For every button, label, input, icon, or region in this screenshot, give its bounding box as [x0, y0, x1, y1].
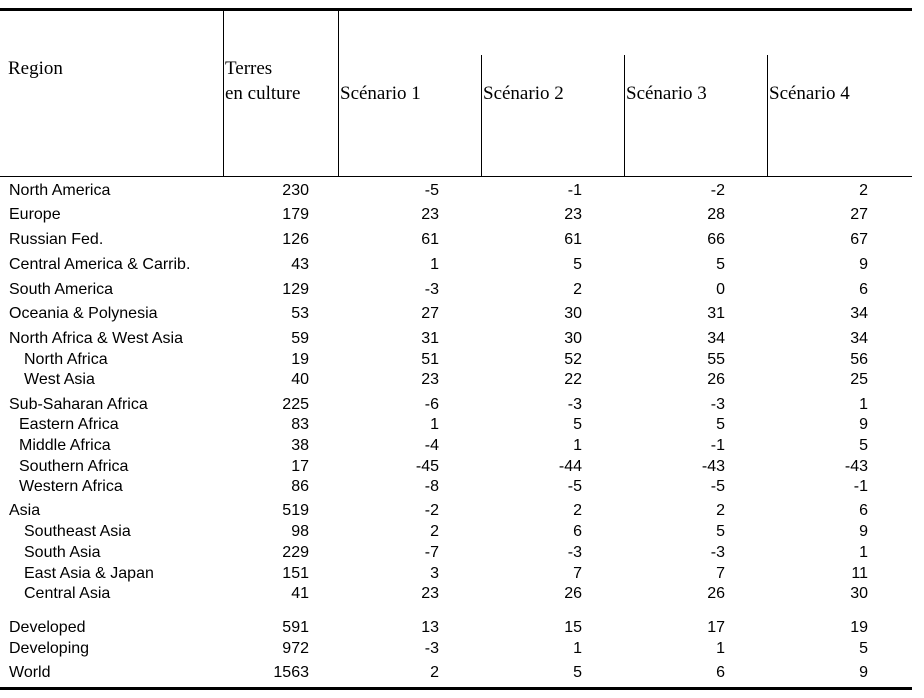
region-cell: Developed	[9, 619, 86, 636]
header-terres-line1: Terres	[225, 58, 273, 79]
region-cell: Developing	[9, 640, 90, 657]
scenario-2-cell: 30	[564, 305, 582, 322]
top-rule	[0, 8, 912, 11]
table-row	[0, 394, 924, 415]
scenario-3-cell: 26	[707, 371, 725, 388]
table-row	[0, 229, 924, 250]
scenario-1-cell: 2	[430, 664, 439, 681]
region-cell: Southern Africa	[19, 458, 129, 475]
terres-cell: 98	[291, 523, 309, 540]
scenario-3-cell: -3	[710, 396, 725, 413]
scenario-3-cell: 2	[716, 502, 725, 519]
table-row	[0, 180, 924, 201]
scenario-3-cell: 1	[716, 640, 725, 657]
region-cell: Middle Africa	[19, 437, 111, 454]
scenario-2-cell: 5	[573, 416, 582, 433]
scenario-4-cell: 5	[859, 640, 868, 657]
terres-cell: 230	[282, 182, 309, 199]
region-cell: South America	[9, 281, 114, 298]
scenario-1-cell: 13	[421, 619, 439, 636]
terres-cell: 86	[291, 478, 309, 495]
column-divider-s3	[624, 55, 625, 177]
terres-cell: 19	[291, 351, 309, 368]
scenario-1-cell: 27	[421, 305, 439, 322]
region-cell: Southeast Asia	[24, 523, 131, 540]
region-cell: Europe	[9, 206, 61, 223]
scenario-2-cell: 5	[573, 256, 582, 273]
region-cell: North Africa & West Asia	[9, 330, 183, 347]
scenario-4-cell: 67	[850, 231, 868, 248]
terres-cell: 179	[282, 206, 309, 223]
scenario-2-cell: 5	[573, 664, 582, 681]
scenario-3-cell: -2	[710, 182, 725, 199]
table-row	[0, 500, 924, 521]
table-row	[0, 542, 924, 563]
scenario-4-cell: 2	[859, 182, 868, 199]
region-cell: Oceania & Polynesia	[9, 305, 158, 322]
scenario-2-cell: 26	[564, 585, 582, 602]
scenario-4-cell: 27	[850, 206, 868, 223]
table-row	[0, 328, 924, 349]
table-row	[0, 521, 924, 542]
scenario-4-cell: 6	[859, 502, 868, 519]
terres-cell: 59	[291, 330, 309, 347]
scenario-4-cell: 25	[850, 371, 868, 388]
scenario-3-cell: 7	[716, 565, 725, 582]
table-row	[0, 303, 924, 324]
table-row	[0, 369, 924, 390]
scenario-4-cell: 1	[859, 396, 868, 413]
scenario-4-cell: 34	[850, 330, 868, 347]
table-row	[0, 456, 924, 477]
scenario-1-cell: -7	[424, 544, 439, 561]
scenario-1-cell: -8	[424, 478, 439, 495]
bottom-rule	[0, 687, 912, 690]
scenario-2-cell: 23	[564, 206, 582, 223]
scenario-2-cell: 22	[564, 371, 582, 388]
terres-cell: 53	[291, 305, 309, 322]
table-row	[0, 476, 924, 497]
scenario-1-cell: 31	[421, 330, 439, 347]
column-divider-s1	[338, 10, 339, 177]
scenario-1-cell: 1	[430, 256, 439, 273]
region-cell: Western Africa	[19, 478, 123, 495]
scenario-4-cell: 56	[850, 351, 868, 368]
scenario-3-cell: 0	[716, 281, 725, 298]
scenario-4-cell: 9	[859, 664, 868, 681]
terres-cell: 41	[291, 585, 309, 602]
header-region: Region	[8, 58, 63, 79]
region-cell: Asia	[9, 502, 41, 519]
scenario-1-cell: -45	[415, 458, 439, 475]
scenario-3-cell: 5	[716, 416, 725, 433]
scenario-4-cell: -1	[853, 478, 868, 495]
scenario-1-cell: 61	[421, 231, 439, 248]
scenario-3-cell: -43	[701, 458, 725, 475]
scenario-1-cell: -4	[424, 437, 439, 454]
scenario-1-cell: 23	[421, 371, 439, 388]
scenario-3-cell: 5	[716, 523, 725, 540]
scenario-3-cell: 31	[707, 305, 725, 322]
scenario-2-cell: -5	[567, 478, 582, 495]
table-row	[0, 638, 924, 659]
terres-cell: 151	[282, 565, 309, 582]
scenario-2-cell: -3	[567, 396, 582, 413]
scenario-4-cell: 9	[859, 416, 868, 433]
scenario-3-cell: -3	[710, 544, 725, 561]
scenario-4-cell: 6	[859, 281, 868, 298]
table-row	[0, 279, 924, 300]
scenario-1-cell: -3	[424, 640, 439, 657]
scenario-4-cell: 11	[851, 565, 868, 582]
terres-cell: 591	[282, 619, 309, 636]
scenario-1-cell: -2	[424, 502, 439, 519]
region-cell: Eastern Africa	[19, 416, 119, 433]
scenario-2-cell: 1	[573, 640, 582, 657]
region-cell: Central America & Carrib.	[9, 256, 191, 273]
scenario-2-cell: 6	[573, 523, 582, 540]
terres-cell: 972	[282, 640, 309, 657]
scenario-1-cell: 2	[430, 523, 439, 540]
scenario-4-cell: 9	[859, 523, 868, 540]
region-cell: North Africa	[24, 351, 108, 368]
scenario-3-cell: 66	[707, 231, 725, 248]
header-scenario-2: Scénario 2	[483, 83, 564, 104]
region-cell: Russian Fed.	[9, 231, 104, 248]
region-cell: Sub-Saharan Africa	[9, 396, 148, 413]
scenario-4-cell: 1	[859, 544, 868, 561]
table-row	[0, 662, 924, 683]
scenario-2-cell: 2	[573, 281, 582, 298]
table-row	[0, 349, 924, 370]
terres-cell: 225	[282, 396, 309, 413]
terres-cell: 38	[291, 437, 309, 454]
scenario-1-cell: -5	[424, 182, 439, 199]
region-cell: World	[9, 664, 51, 681]
scenario-3-cell: 26	[707, 585, 725, 602]
scenario-2-cell: 15	[564, 619, 582, 636]
scenario-3-cell: -1	[710, 437, 725, 454]
region-cell: East Asia & Japan	[24, 565, 154, 582]
table-row	[0, 435, 924, 456]
scenario-4-cell: -43	[844, 458, 868, 475]
scenario-4-cell: 34	[850, 305, 868, 322]
scenario-2-cell: 30	[564, 330, 582, 347]
scenario-4-cell: 19	[850, 619, 868, 636]
header-terres-line2: en culture	[225, 83, 301, 104]
scenario-2-cell: -44	[558, 458, 582, 475]
scenario-2-cell: 61	[564, 231, 582, 248]
scenario-3-cell: 6	[716, 664, 725, 681]
scenario-2-cell: 52	[564, 351, 582, 368]
scenario-2-cell: 7	[573, 565, 582, 582]
terres-cell: 17	[291, 458, 309, 475]
terres-cell: 229	[282, 544, 309, 561]
region-cell: Central Asia	[24, 585, 111, 602]
scenario-1-cell: 3	[430, 565, 439, 582]
header-rule	[0, 176, 912, 177]
table-row	[0, 254, 924, 275]
terres-cell: 43	[291, 256, 309, 273]
scenario-2-cell: -3	[567, 544, 582, 561]
region-cell: North America	[9, 182, 111, 199]
table-row	[0, 563, 924, 584]
scenario-3-cell: 28	[707, 206, 725, 223]
scenario-1-cell: 23	[421, 585, 439, 602]
scenario-3-cell: 34	[707, 330, 725, 347]
terres-cell: 1563	[273, 664, 309, 681]
column-divider-s4	[767, 55, 768, 177]
scenario-1-cell: -6	[424, 396, 439, 413]
scenario-4-cell: 9	[859, 256, 868, 273]
scenario-3-cell: 5	[716, 256, 725, 273]
terres-cell: 126	[282, 231, 309, 248]
terres-cell: 83	[291, 416, 309, 433]
scenario-3-cell: 55	[707, 351, 725, 368]
scenario-3-cell: -5	[710, 478, 725, 495]
scenario-4-cell: 5	[859, 437, 868, 454]
table-row	[0, 204, 924, 225]
scenario-1-cell: 1	[430, 416, 439, 433]
scenario-1-cell: 23	[421, 206, 439, 223]
header-scenario-1: Scénario 1	[340, 83, 421, 104]
table-row	[0, 617, 924, 638]
scenario-1-cell: -3	[424, 281, 439, 298]
terres-cell: 519	[282, 502, 309, 519]
region-cell: South Asia	[24, 544, 101, 561]
scenario-2-cell: 2	[573, 502, 582, 519]
column-divider-s2	[481, 55, 482, 177]
region-cell: West Asia	[24, 371, 95, 388]
table-row	[0, 414, 924, 435]
column-divider-terres	[223, 10, 224, 177]
terres-cell: 129	[282, 281, 309, 298]
scenario-4-cell: 30	[850, 585, 868, 602]
scenario-2-cell: -1	[567, 182, 582, 199]
table-row	[0, 583, 924, 604]
scenario-1-cell: 51	[421, 351, 439, 368]
scenario-3-cell: 17	[707, 619, 725, 636]
header-scenario-4: Scénario 4	[769, 83, 850, 104]
header-scenario-3: Scénario 3	[626, 83, 707, 104]
scenario-2-cell: 1	[573, 437, 582, 454]
terres-cell: 40	[291, 371, 309, 388]
